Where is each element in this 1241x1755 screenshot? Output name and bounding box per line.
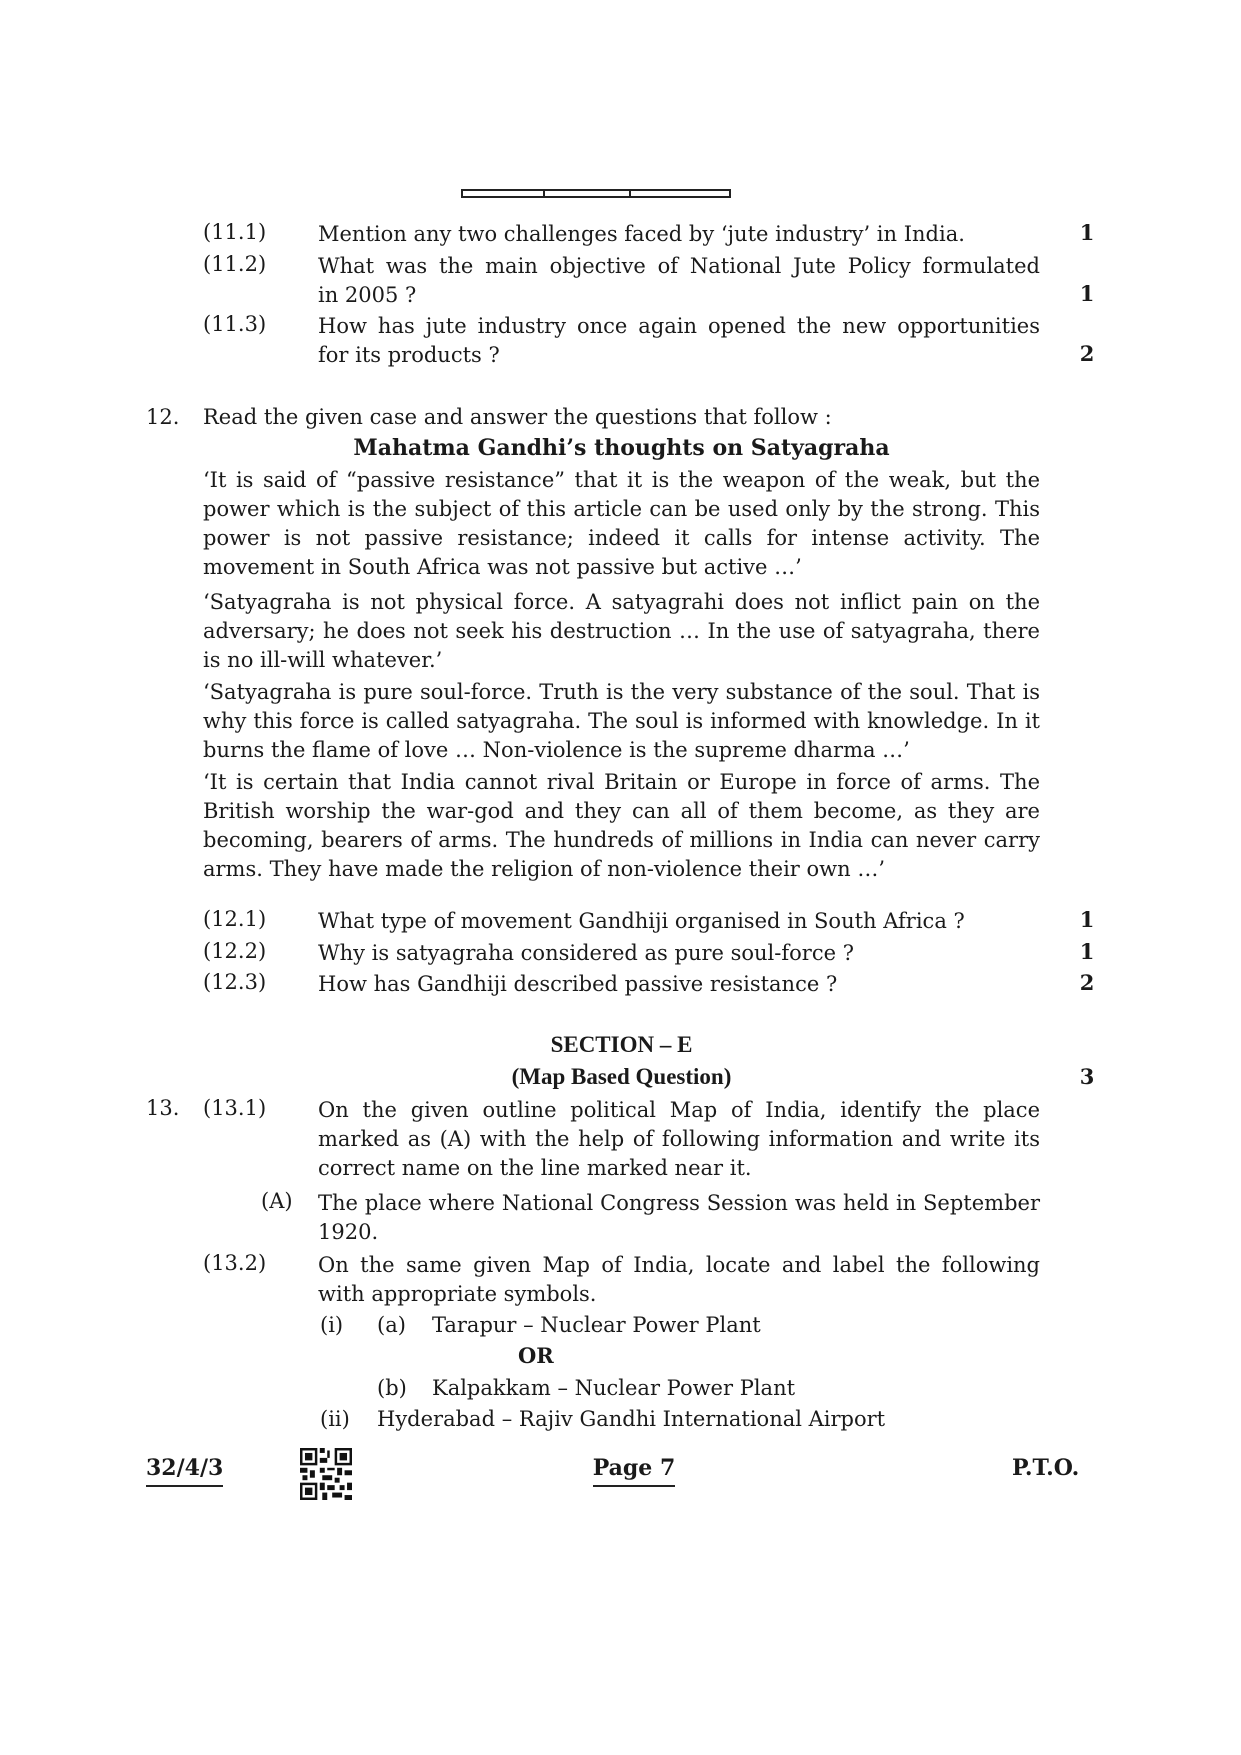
q11-3-text-line2: for its products ? xyxy=(318,343,500,367)
q13-2-label: (13.2) xyxy=(203,1251,267,1275)
case-paragraph-4: ‘It is certain that India cannot rival Britain or Europe in force of arms. The British worship the war-god and they can all of them become, as they are becoming, bearers of arms. The hundreds of millions in India can never carry arms. They have made the religion of non-violence their own …’ xyxy=(203,770,1040,881)
q13-ii-label: (ii) xyxy=(320,1407,350,1431)
q12-1-mark: 1 xyxy=(1079,907,1095,932)
q11-2-text-line1: What was the main objective of National Jute Policy formulated xyxy=(318,254,1040,278)
page-number: Page 7 xyxy=(574,1455,694,1481)
section-e-title: SECTION – E xyxy=(550,1032,693,1057)
q13-1-text: On the given outline political Map of India, identify the place marked as (A) with the help of following information and write its correct name on the line marked near it. xyxy=(318,1098,1040,1180)
case-paragraph-2: ‘Satyagraha is not physical force. A satyagrahi does not inflict pain on the adversary; he does not seek his destruction … In the use of satyagraha, there is no ill-will whatever.’ xyxy=(203,590,1040,672)
q11-3-label: (11.3) xyxy=(203,312,267,336)
q13-ib-label: (b) xyxy=(377,1376,407,1400)
q12-3-mark: 2 xyxy=(1079,970,1095,995)
qr-code-icon xyxy=(300,1448,352,1500)
q11-1-label: (11.1) xyxy=(203,220,267,244)
paper-code: 32/4/3 xyxy=(146,1455,223,1481)
q13-ib-text: Kalpakkam – Nuclear Power Plant xyxy=(432,1376,796,1400)
q11-1-mark: 1 xyxy=(1079,220,1095,245)
case-paragraph-1: ‘It is said of “passive resistance” that it is the weapon of the weak, but the power which is the subject of this article can be used only by the strong. This power is not passive resistance; indeed it calls for intense activity. The movement in South Africa was not passive but active …’ xyxy=(203,468,1040,579)
or-label: OR xyxy=(518,1343,554,1368)
q12-instruction: Read the given case and answer the questions that follow : xyxy=(203,405,832,429)
q11-1-text: Mention any two challenges faced by ‘jute industry’ in India. xyxy=(318,222,965,246)
q12-2-label: (12.2) xyxy=(203,939,267,963)
q12-2-mark: 1 xyxy=(1079,939,1095,964)
q13-number: 13. xyxy=(146,1096,180,1120)
q11-2-text-line2: in 2005 ? xyxy=(318,283,417,307)
q12-1-label: (12.1) xyxy=(203,907,267,931)
case-paragraph-3: ‘Satyagraha is pure soul-force. Truth is the very substance of the soul. That is why this force is called satyagraha. The soul is informed with knowledge. In it burns the flame of love … Non-violence is the supreme dharma …’ xyxy=(203,680,1040,762)
case-title: Mahatma Gandhi’s thoughts on Satyagraha xyxy=(353,435,890,461)
pto-label: P.T.O. xyxy=(1012,1455,1080,1481)
q13-a-label: (A) xyxy=(261,1189,293,1213)
q12-2-text: Why is satyagraha considered as pure soul-force ? xyxy=(318,941,854,965)
top-separator-bar xyxy=(461,189,731,198)
q12-number: 12. xyxy=(146,405,180,429)
section-e-mark: 3 xyxy=(1079,1064,1095,1089)
section-e-subtitle: (Map Based Question) xyxy=(511,1064,732,1089)
q13-1-label: (13.1) xyxy=(203,1096,267,1120)
q13-ia-label: (a) xyxy=(377,1313,406,1337)
q12-3-label: (12.3) xyxy=(203,970,267,994)
q11-3-text-line1: How has jute industry once again opened the new opportunities xyxy=(318,314,1040,338)
q13-a-text: The place where National Congress Session was held in September 1920. xyxy=(318,1191,1040,1244)
q12-3-text: How has Gandhiji described passive resistance ? xyxy=(318,972,838,996)
q11-3-mark: 2 xyxy=(1079,341,1095,366)
q11-2-label: (11.2) xyxy=(203,252,267,276)
q13-i-label: (i) xyxy=(320,1313,344,1337)
q12-1-text: What type of movement Gandhiji organised in South Africa ? xyxy=(318,909,965,933)
q13-ia-text: Tarapur – Nuclear Power Plant xyxy=(432,1313,761,1337)
q13-ii-text: Hyderabad – Rajiv Gandhi International Airport xyxy=(377,1407,886,1431)
q11-2-mark: 1 xyxy=(1079,281,1095,306)
q13-2-text: On the same given Map of India, locate and label the following with appropriate symbols. xyxy=(318,1253,1040,1306)
